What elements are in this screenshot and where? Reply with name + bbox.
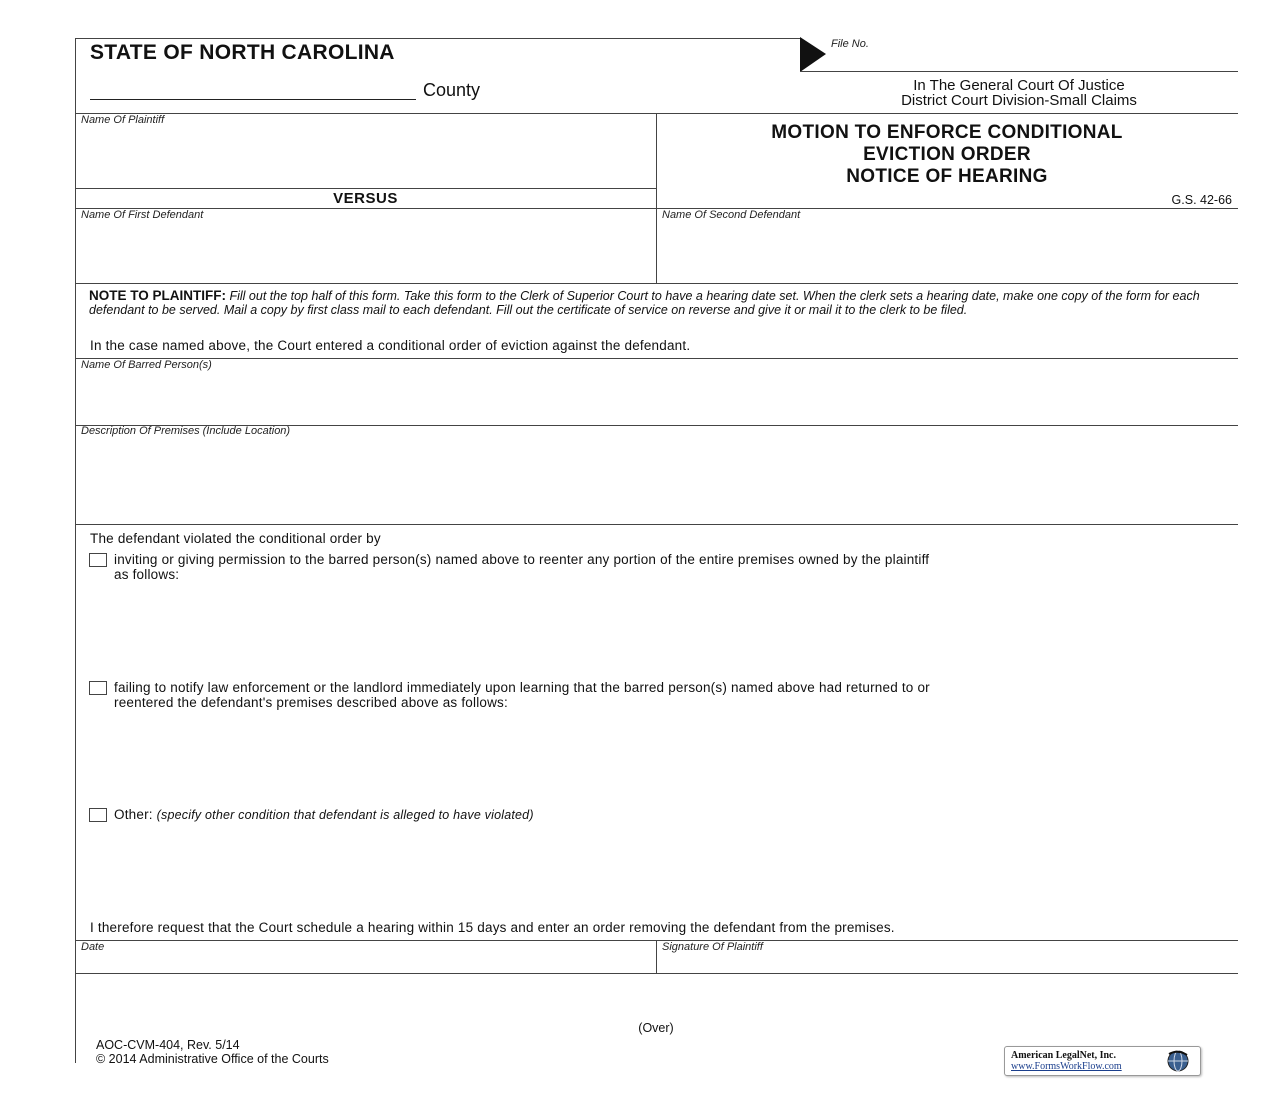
option-notify-checkbox[interactable] xyxy=(89,681,107,695)
file-no-arrow-icon xyxy=(800,37,828,73)
request-statement: I therefore request that the Court schedule a hearing within 15 days and enter an order removing the defendant from the premises. xyxy=(90,920,895,935)
signature-label: Signature Of Plaintiff xyxy=(662,941,763,953)
option-invite-line-1: inviting or giving permission to the barred person(s) named above to reenter any portion of the entire premises owned by the plaintiff xyxy=(114,552,930,567)
option-notify-line-2: reentered the defendant's premises described above as follows: xyxy=(114,695,508,710)
barred-persons-input[interactable] xyxy=(78,374,1235,422)
premises-bottom-line xyxy=(75,524,1238,525)
over-label: (Over) xyxy=(638,1021,674,1035)
option-notify-details[interactable] xyxy=(114,713,1224,803)
form-title-line-1: MOTION TO ENFORCE CONDITIONAL xyxy=(771,122,1123,143)
barred-persons-label: Name Of Barred Person(s) xyxy=(81,359,212,371)
note-bottom-line xyxy=(75,358,1238,359)
signature-input[interactable] xyxy=(659,955,1235,971)
date-label: Date xyxy=(81,941,105,953)
party-bottom-line xyxy=(75,283,1238,284)
brand-name: American LegalNet, Inc. xyxy=(1011,1050,1116,1061)
plaintiff-label: Name Of Plaintiff xyxy=(81,114,165,126)
note-to-plaintiff xyxy=(89,289,1209,317)
option-other xyxy=(114,807,534,822)
copyright: © 2014 Administrative Office of the Courts xyxy=(96,1052,329,1066)
court-line-2: District Court Division-Small Claims xyxy=(901,92,1137,109)
option-invite-checkbox[interactable] xyxy=(89,553,107,567)
option-other-checkbox[interactable] xyxy=(89,808,107,822)
state-title: STATE OF NORTH CAROLINA xyxy=(90,41,395,64)
file-no-label: File No. xyxy=(831,38,869,50)
file-no-underline xyxy=(800,71,1238,72)
option-notify-line-1: failing to notify law enforcement or the landlord immediately upon learning that the barred person(s) named above had returned to or xyxy=(114,680,930,695)
versus-label: VERSUS xyxy=(333,190,398,207)
file-no-input[interactable] xyxy=(830,52,1235,70)
option-invite-line-2: as follows: xyxy=(114,567,180,582)
violation-intro: The defendant violated the conditional order by xyxy=(90,531,381,546)
plaintiff-input[interactable] xyxy=(78,129,653,185)
date-input[interactable] xyxy=(78,955,653,971)
premises-label: Description Of Premises (Include Location) xyxy=(81,425,291,437)
brand-url-link[interactable]: www.FormsWorkFlow.com xyxy=(1011,1061,1122,1072)
case-statement: In the case named above, the Court entered a conditional order of eviction against the defendant. xyxy=(90,338,691,353)
note-text: Fill out the top half of this form. Take this form to the Clerk of Superior Court to have a hearing date set. When the clerk sets a hearing date, make one copy of the form for each defendant to be served. Mail a copy by first class mail to each defendant. Fill out the certificate of service on reverse and give it or mail it to the clerk to be filed. xyxy=(89,289,1200,317)
second-defendant-label: Name Of Second Defendant xyxy=(662,209,801,221)
option-invite-details[interactable] xyxy=(114,585,1224,675)
versus-bottom-line xyxy=(75,208,1238,209)
form-number: AOC-CVM-404, Rev. 5/14 xyxy=(96,1038,240,1052)
second-defendant-input[interactable] xyxy=(659,224,1235,280)
versus-top-line xyxy=(75,188,656,189)
option-other-details[interactable] xyxy=(114,826,1224,914)
county-label: County xyxy=(423,80,481,100)
statute-reference: G.S. 42-66 xyxy=(1171,193,1232,207)
first-defendant-label: Name Of First Defendant xyxy=(81,209,204,221)
top-border xyxy=(75,38,800,39)
signature-column-divider xyxy=(656,940,657,973)
form-title-line-2: EVICTION ORDER xyxy=(863,144,1031,165)
first-defendant-input[interactable] xyxy=(78,224,653,280)
option-other-hint: (specify other condition that defendant is alleged to have violated) xyxy=(156,808,534,822)
form-title-line-3: NOTICE OF HEARING xyxy=(846,166,1048,187)
county-input[interactable] xyxy=(90,79,416,100)
signature-bottom-line xyxy=(75,973,1238,974)
court-line-1: In The General Court Of Justice xyxy=(913,77,1125,94)
option-other-label: Other: xyxy=(114,807,153,822)
note-heading: NOTE TO PLAINTIFF: xyxy=(89,288,226,303)
globe-icon xyxy=(1165,1049,1191,1073)
brand-logo-box xyxy=(1004,1046,1201,1076)
premises-input[interactable] xyxy=(78,440,1235,520)
